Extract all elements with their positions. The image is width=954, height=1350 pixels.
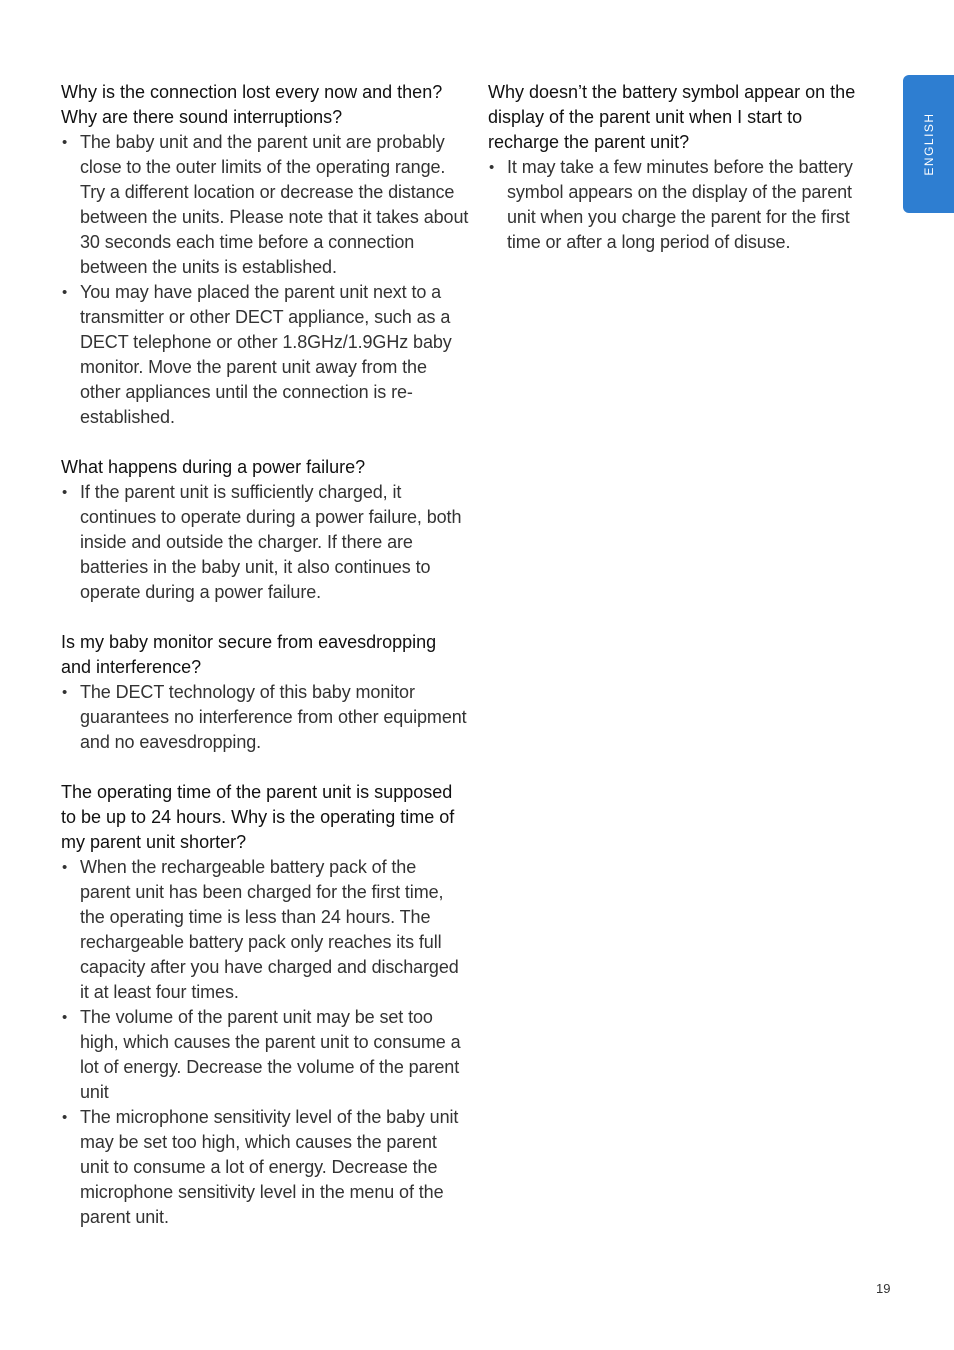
faq-answer: • You may have placed the parent unit next to a transmitter or other DECT appliance, such as a DECT telephone or other 1.8GHz/1.9GHz baby monitor. Move the parent unit away from the other appliances until the connection is re-established. bbox=[61, 280, 469, 430]
faq-answer: • The volume of the parent unit may be set too high, which causes the parent unit to consume a lot of energy. Decrease the volume of the parent unit bbox=[61, 1005, 469, 1105]
faq-question: The operating time of the parent unit is supposed to be up to 24 hours. Why is the operating time of my parent unit shorter? bbox=[61, 782, 455, 852]
language-tab-label: ENGLISH bbox=[921, 112, 936, 176]
faq-question: Why doesn’t the battery symbol appear on the display of the parent unit when I start to recharge the parent unit? bbox=[488, 82, 856, 152]
faq-eavesdropping bbox=[61, 630, 469, 755]
faq-answer: • If the parent unit is sufficiently charged, it continues to operate during a power failure, both inside and outside the charger. If there are batteries in the baby unit, it also continues to operate during a power failure. bbox=[61, 480, 469, 605]
faq-question: Is my baby monitor secure from eavesdropping and interference? bbox=[61, 632, 437, 677]
faq-answer-list bbox=[488, 155, 873, 255]
faq-answer-list bbox=[61, 680, 469, 755]
faq-answer: • The baby unit and the parent unit are probably close to the outer limits of the operating range. Try a different location or decrease the distance between the units. Please note that it takes about 30 seconds each time before a connection between the units is established. bbox=[61, 130, 469, 280]
faq-battery-symbol bbox=[488, 80, 873, 255]
faq-answer-list bbox=[61, 130, 469, 430]
left-column bbox=[61, 80, 469, 1255]
language-tab bbox=[903, 75, 954, 213]
faq-answer-list bbox=[61, 855, 469, 1230]
faq-question: Why is the connection lost every now and then? Why are there sound interruptions? bbox=[61, 82, 443, 127]
faq-operating-time bbox=[61, 780, 469, 1230]
faq-answer: • It may take a few minutes before the battery symbol appears on the display of the parent unit when you charge the parent for the first time or after a long period of disuse. bbox=[488, 155, 873, 255]
faq-power-failure bbox=[61, 455, 469, 605]
faq-connection-lost bbox=[61, 80, 469, 430]
faq-question: What happens during a power failure? bbox=[61, 457, 366, 477]
right-column bbox=[488, 80, 873, 280]
faq-answer: • The DECT technology of this baby monitor guarantees no interference from other equipment and no eavesdropping. bbox=[61, 680, 469, 755]
faq-answer: • The microphone sensitivity level of the baby unit may be set too high, which causes the parent unit to consume a lot of energy. Decrease the microphone sensitivity level in the menu of the parent unit. bbox=[61, 1105, 469, 1230]
faq-answer-list bbox=[61, 480, 469, 605]
faq-answer: • When the rechargeable battery pack of the parent unit has been charged for the first time, the operating time is less than 24 hours. The rechargeable battery pack only reaches its full capacity after you have charged and discharged it at least four times. bbox=[61, 855, 469, 1005]
page-number: 19 bbox=[876, 1281, 891, 1296]
